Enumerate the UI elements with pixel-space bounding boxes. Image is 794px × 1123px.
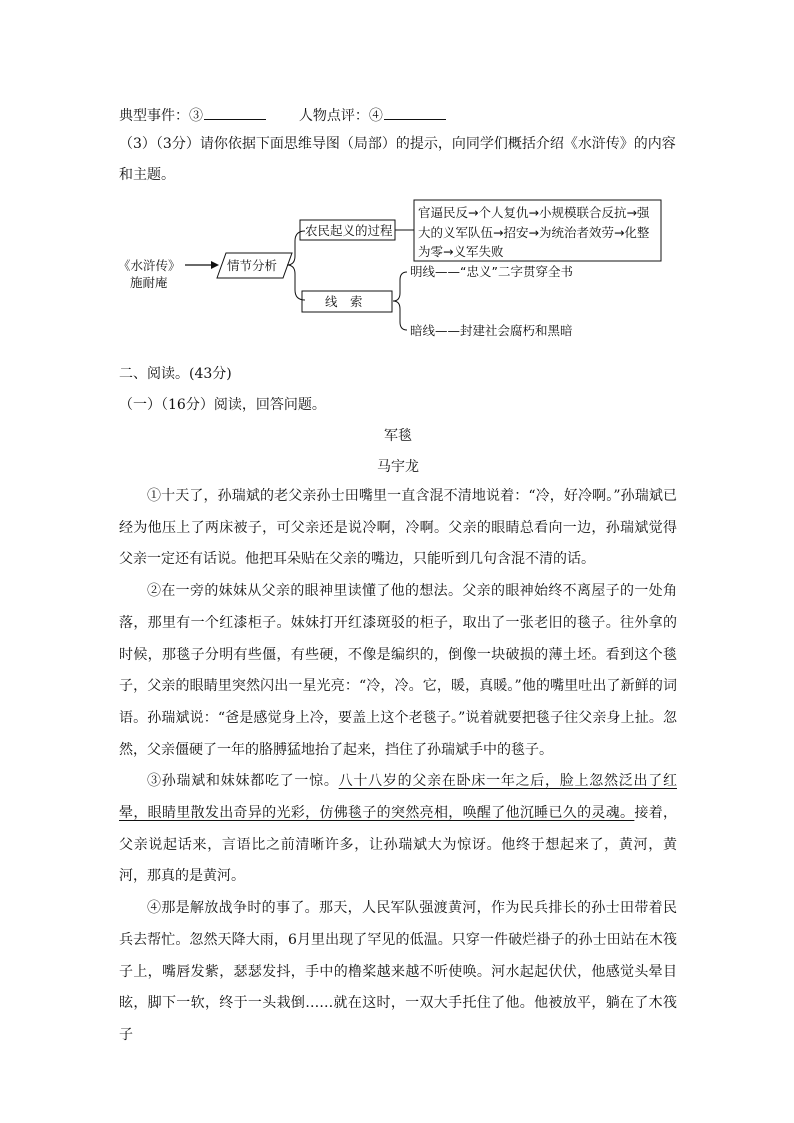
paragraph-3-end: 接着，父亲说起话来，言语比之前清晰许多，让孙瑞斌大为惊讶。他终于想起来了，黄河，黄河，那真的是黄河。 (119, 805, 678, 885)
paragraph-3 (119, 766, 677, 893)
paragraph-2: ②在一旁的妹妹从父亲的眼神里读懂了他的想法。父亲的眼神始终不离屋子的一处角落，那里有一个红漆柜子。妹妹打开红漆斑驳的柜子，取出了一张老旧的毯子。往外拿的时候，那毯子分明有些僵，有些硬，不像是编织的，倒像一块破损的薄土坯。看到这个毯子，父亲的眼睛里突然闪出一星光亮：“冷，冷。它，暖，真暖。”他的嘴里吐出了新鲜的词语。孙瑞斌说：“爸是感觉身上冷，要盖上这个老毯子。”说着就要把毯子往父亲身上扯。忽然，父亲僵硬了一年的胳膊猛地抬了起来，挡住了孙瑞斌手中的毯子。 (119, 583, 677, 758)
arrow-head (211, 261, 219, 269)
mind-map-diagram (0, 0, 794, 360)
section-2-part-1: （一）（16分）阅读，回答问题。 (119, 397, 326, 413)
process-detail-line: 大的义军队伍→招安→为统治者效劳→化整 (418, 225, 650, 240)
branch-process-label: 农民起义的过程 (305, 223, 393, 238)
paragraph-3-start: ③孙瑞斌和妹妹都吃了一惊。 (147, 773, 339, 790)
root-node-label: 情节分析 (227, 258, 278, 273)
question-3-line2: 和主题。 (119, 167, 175, 183)
section-2-heading: 二、阅读。(43分) (119, 366, 232, 382)
paragraph-3-underlined: 八十八岁的父亲在卧床一年之后，脸上忽然泛出了红晕，眼睛里散发出奇异的光彩，仿佛毯子的突然亮相，唤醒了他沉睡已久的灵魂。 (119, 773, 677, 822)
article-body (119, 481, 677, 1052)
book-title: 《水浒传》 (118, 258, 181, 273)
events-label: 典型事件： (119, 108, 189, 124)
paragraph-4: ④那是解放战争时的事了。那天，人民军队强渡黄河，作为民兵排长的孙士田带着民兵去帮忙。忽然天降大雨，6月里出现了罕见的低温。只穿一件破烂褂子的孙士田站在木筏子上，嘴唇发紫，瑟瑟发抖，手中的橹桨越来越不听使唤。河水起起伏伏，他感觉头晕目眩，脚下一软，终于一头栽倒……就在这时，一双大手托住了他。他被放平，躺在了木筏子 (119, 900, 677, 1043)
article-author: 马宇龙 (377, 459, 419, 475)
events-marker: ③ (189, 108, 203, 124)
process-detail-line: 为零→义军失败 (418, 244, 504, 259)
clue-bright-line: 明线——“忠义”二字贯穿全书 (410, 264, 573, 279)
paragraph-1: ①十天了，孙瑞斌的老父亲孙士田嘴里一直含混不清地说着：“冷，好冷啊。”孙瑞斌已经为他压上了两床被子，可父亲还是说冷啊，冷啊。父亲的眼睛总看向一边，孙瑞斌觉得父亲一定还有话说。他把耳朵贴在父亲的嘴边，只能听到几句含混不清的话。 (119, 488, 677, 568)
comment-marker: ④ (368, 108, 383, 124)
process-detail-line: 官逼民反→个人复仇→小规模联合反抗→强 (418, 205, 650, 220)
clue-brace (393, 272, 407, 330)
book-author: 施耐庵 (130, 275, 168, 290)
root-brace (287, 231, 305, 300)
clue-dark-line: 暗线——封建社会腐朽和黑暗 (410, 323, 573, 338)
question-3-line1: （3）（3分）请你依据下面思维导图（局部）的提示，向同学们概括介绍《水浒传》的内容 (119, 136, 676, 152)
article-title: 军毯 (384, 428, 412, 444)
comment-label: 人物点评： (298, 108, 369, 124)
branch-clue-label: 线 索 (325, 294, 363, 309)
